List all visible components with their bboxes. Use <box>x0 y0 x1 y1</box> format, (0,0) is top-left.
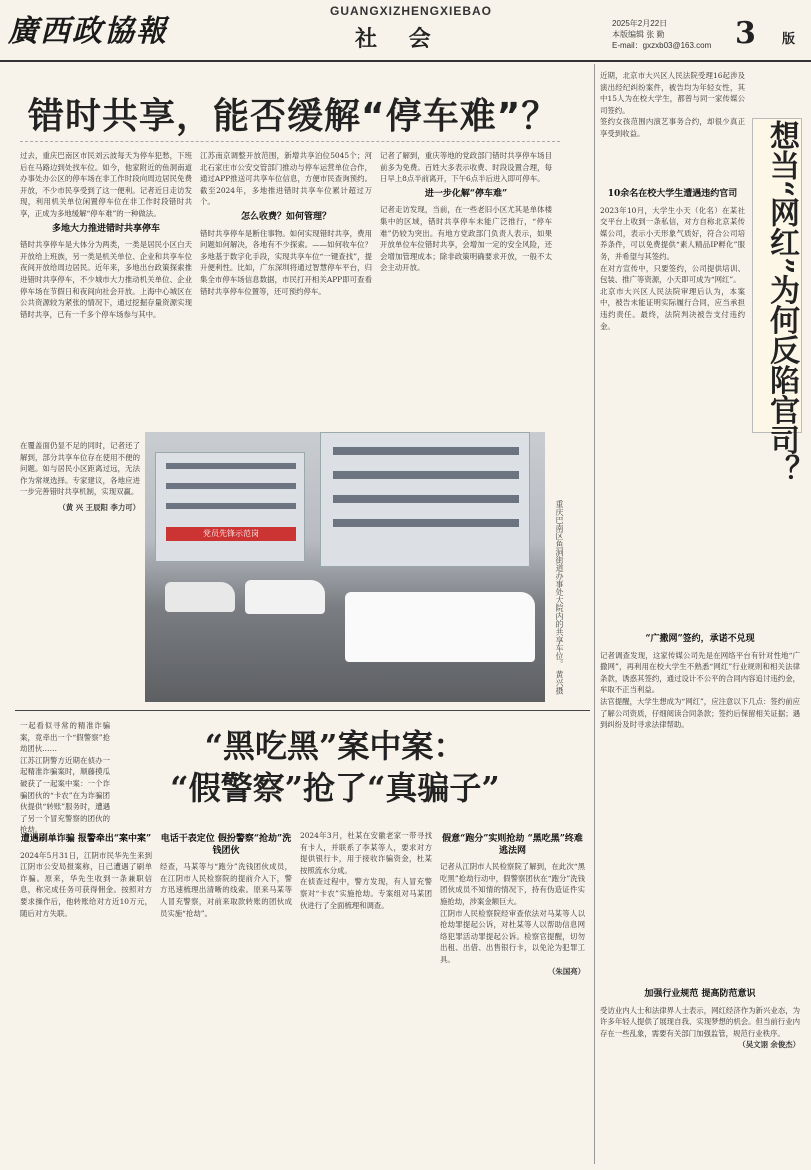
side-col-lower <box>600 630 800 980</box>
main-article-col-4 <box>20 440 140 705</box>
side-paragraph-8: 受访业内人士和法律界人士表示，网红经济作为新兴业态，为许多年轻人提供了展现自我、实现梦想的机会。但当前行业内存在一些乱象，需要有关部门加强监管，规范行业秩序。 <box>600 1005 800 1038</box>
photo-caption: 重庆巴南区鱼洞街道办事处大院内的共享车位。 黄兴摄 <box>555 500 564 695</box>
fraud-subhead-2: 电话干表定位 假扮警察“抢劫”洗钱团伙 <box>160 834 292 856</box>
main-paragraph-1: 错时共享停车是大体分为两类，一类是居民小区白天开放给上班族，另一类是机关单位、企业和共享车位夜间开放给周边居民。近年来，多地出台政策探索推进错时共享停车，不少城市大力推动机关单位、企业停车场在节假日和夜间向社会开放。上海中心城区在公共资源较为紧张的情况下，通过挖掘存量资源实现错时共享，已有一千多个停车场参与其中。 <box>20 240 192 319</box>
section-title: 社 会 <box>355 26 443 52</box>
side-col-middle <box>600 185 745 625</box>
page-suffix: 版 <box>782 32 796 47</box>
fraud-subhead-3: 假意“跑分”实则抢劫 “黑吃黑”终难逃法网 <box>442 834 583 856</box>
main-article-col-2 <box>200 150 372 432</box>
main-headline-text: 错时共享，能否缓解“停车难”？ <box>28 96 559 137</box>
fraud-col-2 <box>160 830 292 1160</box>
side-paragraph-6: 记者调查发现，这家传媒公司先是在网络平台有针对性地“广撒网”，再利用在校大学生不熟悉“网红”行业规则和相关法律条款，诱惑其签约，通过设计不公平的合同内容追讨违约金，牟取不正当利益。 <box>600 650 800 695</box>
fraud-lead <box>20 720 110 835</box>
fraud-lead-2: 江苏江阴警方近期在侦办一起精准诈骗案时，顺藤摸瓜破获了一起案中案：一个诈骗团伙的“卡农”在为诈骗团伙提供“转账”服务时，遭遇了另一个冒充警察的团伙的抢劫。 <box>20 755 110 835</box>
side-paragraph-4: 在对方宣传中，只要签约，公司提供培训、包装、推广等资源，小天即可成为“网红”。 <box>600 263 745 285</box>
photo-car-foreground <box>345 592 535 662</box>
photo-car <box>165 582 235 612</box>
fraud-paragraph-2: 经查，马某等与“跑分”洗钱团伙成员，在江阴市人民检察院的提前介入下，警方迅速梳理出清晰的线索。原来马某等人冒充警察，对前来取款转账的团伙成员实施“抢劫”。 <box>160 862 292 918</box>
section-divider <box>15 710 590 711</box>
photo-sign: 党员先锋示范岗 <box>166 527 296 541</box>
masthead-pinyin: GUANGXIZHENGXIEBAO <box>330 4 493 18</box>
fraud-col-4 <box>440 830 585 1160</box>
side-paragraph-3: 2023年10月，大学生小天（化名）在某社交平台上收到一条私信，对方自称北京某传媒公司，表示小天形象气质好，符合公司培养条件，可以免费提供“素人精品IP孵化”服务，并希望与其签约。 <box>600 205 745 261</box>
fraud-col-1 <box>20 830 152 1160</box>
fraud-headline-line-2: “假警察”抢了“真骗子” <box>170 769 500 807</box>
side-subhead-1: 10余名在校大学生遭遇违约官司 <box>607 189 738 199</box>
photo-building-right <box>320 432 530 567</box>
main-paragraph-5: 记者走访发现，当前，在一些老旧小区尤其是单体楼集中的区域，错时共享停车未能广泛推行，“停车难”仍较为突出。有地方党政部门负责人表示，如果开放单位车位错时共享，会增加一定的安全风险，还会增加管理成本；除非政策明确要求开放，一般不太会主动开放。 <box>380 205 552 273</box>
newspaper-logo: 廣西政協報 <box>8 14 168 49</box>
fraud-paragraph-1: 2024年5月31日，江阴市民华先生来到江阴市公安局报案称，日己遭遇了刷单诈骗。原来，华先生收到一条兼职信息，称完成任务可获得佣金。按照对方要求操作后，他转账给对方近10万元，随后对方失联。 <box>20 850 152 918</box>
side-subhead-2: “广撒网”签约，承诺不兑现 <box>645 634 755 644</box>
side-paragraph-5: 北京市大兴区人民法院审理后认为，本案中，被告未能证明实际履行合同，应当承担违约责任。最终，法院判决被告支付违约金。 <box>600 286 745 331</box>
main-article-col-1 <box>20 150 192 432</box>
side-paragraph-2: 签约女孩范围内演艺事务合约，却很少真正享受到收益。 <box>600 117 745 138</box>
fraud-col-3 <box>300 830 432 1160</box>
main-headline <box>20 80 560 142</box>
main-paragraph-3: 错时共享停车是断住事物。如何实现错时共享，费用问题如何解决，各地有不少探索。——如何收车位？多地基于数字化手段，实现共享车位“一键查找”，提升便利性。比如，广东深圳将通过智慧停车平台，归集全市停车场信息数据，市民打开相关APP即可查看错时共享停车位置等，还可预约停车。 <box>200 228 372 296</box>
side-col-bottom <box>600 985 800 1165</box>
fraud-headline <box>115 725 555 809</box>
parking-photo <box>145 432 545 702</box>
side-col-top <box>600 70 745 180</box>
fraud-byline: （朱国亮） <box>548 966 585 976</box>
fraud-lead-1: 一起看似寻常的精准诈骗案，竟牵出一个“假警察”抢劫团伙…… <box>20 721 110 754</box>
issue-info <box>612 18 711 51</box>
main-paragraph-6: 在覆盖面仍显不足的同时，记者还了解到，部分共享车位存在使用不便的问题。如与居民小区距离过远，无法作为常规选择。专家建议，各地应进一步完善错时共享机制，实现双赢。 <box>20 441 140 497</box>
main-article-col-3 <box>380 150 552 432</box>
fraud-paragraph-6: 江阴市人民检察院经审查依法对马某等人以抢劫罪提起公诉，对杜某等人以帮助信息网络犯罪活动罪提起公诉。检察官提醒，切勿出租、出借、出售银行卡，以免沦为犯罪工具。 <box>440 908 585 964</box>
main-subhead-1: 多地大力推进错时共享停车 <box>51 223 160 234</box>
main-paragraph-2: 江苏南京调整开放范围，新增共享泊位5045个；河北石家庄市公安交管部门推动与停车运营单位合作，通过APP推送可共享车位信息，方便市民查询预约。截至2024年，多地推进错时共享车位累计超过万个。 <box>200 151 372 207</box>
side-paragraph-7: 法官提醒，大学生想成为“网红”，应注意以下几点：签约前应了解公司资质，仔细阅读合同条款；签约后保留相关证据；遇到纠纷及时寻求法律帮助。 <box>600 696 800 730</box>
fraud-paragraph-4: 在侦查过程中，警方发现，有人冒充警察对“卡农”实施抢劫。专案组对马某团伙进行了全面梳理和调查。 <box>300 877 432 910</box>
photo-building-left <box>155 452 305 562</box>
photo-car <box>245 580 325 614</box>
issue-editor: 本版编辑 张 勤 <box>612 30 665 39</box>
fraud-paragraph-5: 记者从江阴市人民检察院了解到，在此次“黑吃黑”抢劫行动中，假警察团伙在“跑分”洗钱团伙成员不知情的情况下，持有伪造证件实施抢劫，涉案金额巨大。 <box>440 862 585 906</box>
main-paragraph-4: 记者了解到，重庆等地的党政部门错时共享停车场目前多为免费。百姓大多表示收费、时段设置合理，每日早上8点半前离开，下午6点半后进入即可停车。 <box>380 151 552 184</box>
fraud-headline-line-1: “黑吃黑”案中案： <box>204 727 466 765</box>
fraud-subhead-1: 遭遇刷单诈骗 报警牵出“案中案” <box>20 834 152 844</box>
page-number: 3 <box>735 16 756 51</box>
fraud-paragraph-3: 2024年3月，杜某在安徽老家一带寻找有卡人，并联系了李某等人，要求对方提供银行卡，用于接收诈骗资金，杜某按照流水分成。 <box>300 831 432 875</box>
main-byline: （黄 兴 王辰阳 李力可） <box>58 502 140 512</box>
column-rule <box>594 64 595 1164</box>
side-paragraph-1: 近期，北京市大兴区人民法院受理16起涉及演出经纪纠纷案件，被告均为年轻女性，其中15人为在校大学生，都曾与同一家传媒公司签约。 <box>600 71 745 115</box>
issue-email: E-mail：gxzxb03@163.com <box>612 41 712 50</box>
side-subhead-3: 加强行业规范 提高防范意识 <box>644 989 756 999</box>
issue-date: 2025年2月22日 <box>612 19 668 28</box>
side-byline: （吴文诩 余俊杰） <box>738 1040 800 1050</box>
main-subhead-2: 怎么收费？如何管理？ <box>240 211 331 222</box>
side-title: 想当“网红”为何反陷官司？ <box>764 120 799 485</box>
main-subhead-3: 进一步化解“停车难” <box>424 188 508 199</box>
main-intro: 过去，重庆巴南区市民刘云波每天为停车犯愁，下班后在马路边到处找车位。如今，他家附近的鱼洞南道办事处办公区的停车场在非工作时段向周边居民免费开放，不少市民享受到了这一便利。记者近日走访发现，利用机关单位闲置停车位在非工作时段错时共享，正成为多地缓解“停车难”的一种做法。 <box>20 151 192 218</box>
